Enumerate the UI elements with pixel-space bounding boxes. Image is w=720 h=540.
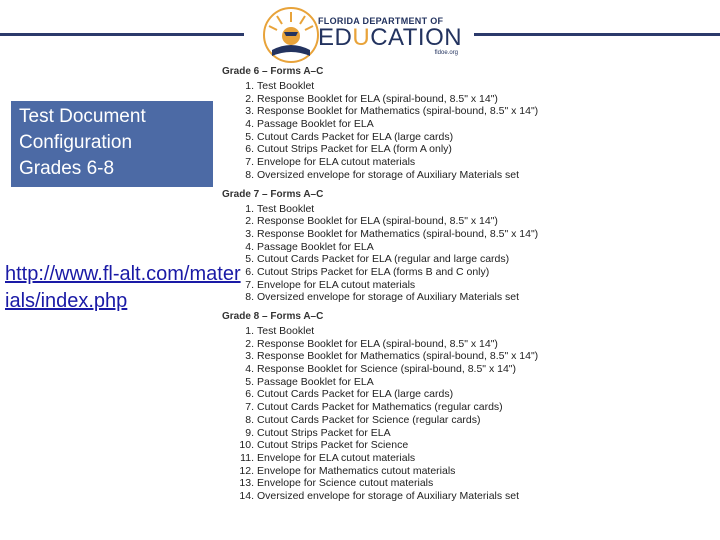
list-item: 1. Test Booklet bbox=[245, 80, 315, 92]
list-item: 10. Cutout Strips Packet for Science bbox=[239, 439, 409, 452]
list-item: 1. Test Booklet bbox=[245, 202, 315, 215]
list-item: 7. Envelope for ELA cutout materials bbox=[245, 278, 416, 291]
list-item: 6. Cutout Cards Packet for ELA (large cards) bbox=[245, 388, 454, 401]
grade-6-heading: Grade 6 – Forms A–C bbox=[222, 66, 324, 77]
list-item: 6. Cutout Strips Packet for ELA (forms B and C only) bbox=[245, 265, 490, 278]
header-rule-right bbox=[474, 33, 720, 36]
list-item: 2. Response Booklet for ELA (spiral-bound, 8.5" x 14") bbox=[245, 337, 498, 350]
list-item: 12. Envelope for Mathematics cutout materials bbox=[239, 464, 456, 477]
list-item: 4. Response Booklet for Science (spiral-bound, 8.5" x 14") bbox=[245, 363, 517, 376]
list-item: 5. Cutout Cards Packet for ELA (regular and large cards) bbox=[245, 253, 510, 266]
list-item: 7. Cutout Cards Packet for Mathematics (regular cards) bbox=[245, 401, 503, 414]
list-item: 8. Cutout Cards Packet for Science (regular cards) bbox=[245, 413, 481, 426]
fldoe-logo bbox=[262, 4, 462, 64]
list-item: 5. Cutout Cards Packet for ELA (large cards) bbox=[245, 130, 454, 143]
materials-link[interactable]: http://www.fl-alt.com/materials/index.php bbox=[5, 263, 241, 312]
grade-8-heading: Grade 8 – Forms A–C bbox=[222, 311, 324, 322]
list-item: 3. Response Booklet for Mathematics (spiral-bound, 8.5" x 14") bbox=[245, 350, 539, 363]
list-item: 1. Test Booklet bbox=[245, 325, 315, 337]
list-item: 3. Response Booklet for Mathematics (spiral-bound, 8.5" x 14") bbox=[245, 227, 539, 240]
list-item: 2. Response Booklet for ELA (spiral-bound, 8.5" x 14") bbox=[245, 215, 498, 228]
list-item: 8. Oversized envelope for storage of Auxiliary Materials set bbox=[245, 291, 520, 304]
list-item: 4. Passage Booklet for ELA bbox=[245, 240, 374, 253]
list-item: 5. Passage Booklet for ELA bbox=[245, 375, 374, 388]
logo-org-main: EDUCATION bbox=[318, 24, 463, 51]
sun-logo-icon bbox=[262, 6, 320, 64]
test-document-list bbox=[222, 64, 702, 503]
list-item: 14. Oversized envelope for storage of Auxiliary Materials set bbox=[239, 489, 520, 502]
list-item: 9. Cutout Strips Packet for ELA bbox=[245, 426, 391, 439]
grade-7-heading: Grade 7 – Forms A–C bbox=[222, 188, 324, 200]
logo-url: fldoe.org bbox=[434, 50, 458, 56]
list-item: 13. Envelope for Science cutout materials bbox=[239, 477, 434, 490]
list-item: 11. Envelope for ELA cutout materials bbox=[240, 451, 416, 464]
header-rule-left bbox=[0, 33, 244, 36]
grade-6-items bbox=[222, 80, 702, 182]
list-item: 6. Cutout Strips Packet for ELA (form A only) bbox=[245, 143, 452, 156]
title-line-2: Configuration bbox=[19, 132, 133, 153]
list-item: 3. Response Booklet for Mathematics (spiral-bound, 8.5" x 14") bbox=[245, 105, 539, 118]
list-item: 4. Passage Booklet for ELA bbox=[245, 118, 374, 131]
title-line-1: Test Document bbox=[19, 106, 146, 127]
list-item: 8. Oversized envelope for storage of Auxiliary Materials set bbox=[245, 168, 520, 181]
list-item: 2. Response Booklet for ELA (spiral-bound, 8.5" x 14") bbox=[245, 92, 498, 105]
logo-org-top: FLORIDA DEPARTMENT OF bbox=[318, 16, 444, 26]
title-line-3: Grades 6-8 bbox=[19, 158, 115, 179]
grade-7-items bbox=[222, 203, 702, 305]
list-item: 7. Envelope for ELA cutout materials bbox=[245, 156, 416, 169]
grade-8-items bbox=[222, 325, 702, 503]
slide-title-box bbox=[11, 101, 213, 187]
